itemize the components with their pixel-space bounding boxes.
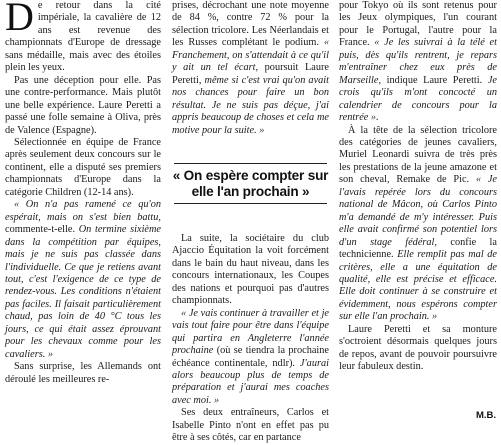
paragraph [172,0,329,137]
quote-text: « Franchement, on s'attendait à ce qu'il y ait un tel écart, [172,37,329,74]
lead-paragraph [5,0,161,75]
quote-text: « Je les suivrai à la télé et puis, dès qu'ils rentrent, je repars m'entraîner chez eux près de Marseille, [339,37,497,86]
quote-text: J'aurai alors beaucoup plus de temps de préparation et j'aurai mes coaches avec moi. » [172,357,329,406]
quote-text: même si c'est vrai qu'on avait nos chances pour faire un bon résultat. Je ne suis pas déçue, j'ai appris beaucoup de choses et cela me motive pour la suite. » [172,74,330,136]
pull-quote [172,163,329,204]
article-column-2-bottom [172,233,329,445]
paragraph [339,125,497,324]
body-text: commente-t-elle. [5,224,79,236]
quote-text: « Je vais continuer à travailler et je vais tout faire pour être dans l'équipe qui partira en Angleterre l'année prochaine [172,307,329,357]
paragraph: Sélectionnée en équipe de France après seulement deux concours sur le continent, elle a disputé ses premiers championnats d'Europe dans la catégorie Children (12-14 ans). [5,136,161,198]
quote-text: « Je l'avais repérée lors du concours national de Mâcon, où Carlos Pinto m'a demandé de m'y intéresser. Puis elle avait confirmé son potentiel lors d'un stage fédéral, [339,174,497,248]
quote-text: Elle remplit pas mal de critères, elle a une équitation de qualité, elle est précise et efficace. Elle doit continuer à se construire et évidemment, nous espérons compter sur elle l'an prochain. » [339,249,497,323]
pull-quote-rule-bottom [174,203,327,204]
article-column-1 [5,0,161,386]
drop-cap: D [5,0,34,39]
lead-text: e retour dans la cité impériale, la cavalière de 12 ans est revenue des championnats d'Europe de dressage sans médaille, mais avec des étoiles plein les yeux. [5,0,161,74]
body-text: prises, décrochant une note moyenne de 84 %, contre 72 % pour la sélection tricolore. Les Néerlandais et les Russes complétant le podium. [172,0,329,49]
article-column-2-top [172,0,329,137]
quote-text: On termine sixième dans la compétition par équipes, mais je ne suis pas classée dans l'individuelle. Ce que je retiens avant tout, c'est l'exigence de ce type de rendez-vous. Les conditions n'étaient pas faciles. Il faisait particulièrement chaud, pas loin de 40 °C tous les jours, ce qui était assez éprouvant pour les chevaux comme pour les cavaliers. » [5,224,162,360]
paragraph: Ses deux entraîneurs, Carlos et Isabelle Pinto n'ont en effet pas pu être à ses côtés, car en partance [172,407,329,444]
body-text: poursuit Laure Peretti, [172,62,329,86]
quote-text: Je crois qu'ils m'ont concocté un calendrier de concours pour la rentrée ». [339,74,497,124]
paragraph: Laure Peretti et sa monture s'octroient désormais quelques jours de repos, avant de pouvoir poursuivre leur fabuleux destin. [339,323,497,373]
paragraph [339,0,497,125]
body-text: pour Tokyo où ils sont retenus pour les Jeux olympiques, l'un courant pour le Portugal, l'autre pour la France. [339,0,497,49]
paragraph [5,199,161,361]
body-text: (où se tiendra la prochaine échéance continentale, ndlr). [172,345,329,369]
quote-text: « On n'a pas ramené ce qu'on espérait, mais on s'est bien battu, [5,199,161,223]
body-text: confie la technicienne. [339,236,497,261]
article-column-3 [339,0,497,374]
paragraph: Sans surprise, les Allemands ont déroulé les meilleures re- [5,361,161,385]
paragraph: Pas une déception pour elle. Pas une contre-performance. Mais plutôt une belle expérience. Laure Peretti a passé une folle semaine à Oliva, près de Valence (Espagne). [5,74,161,136]
body-text: indique Laure Peretti. [386,74,488,86]
pull-quote-text: « On espère compter sur elle l'an prochain » [172,168,329,199]
paragraph [172,308,329,408]
body-text: À la tête de la sélection tricolore des catégories de jeunes cavaliers, Muriel Leonardi suivra de très près les prestations de la jeune amazone et son cheval, Remake de Pic. [339,124,497,186]
author-signature: M.B. [475,410,496,421]
paragraph: La suite, la sociétaire du club Ajaccio Équitation la voit forcément dans le bain du haut niveau, dans les concours internationaux, les Coupes des nations et pourquoi pas d'autres championnats. [172,233,329,307]
